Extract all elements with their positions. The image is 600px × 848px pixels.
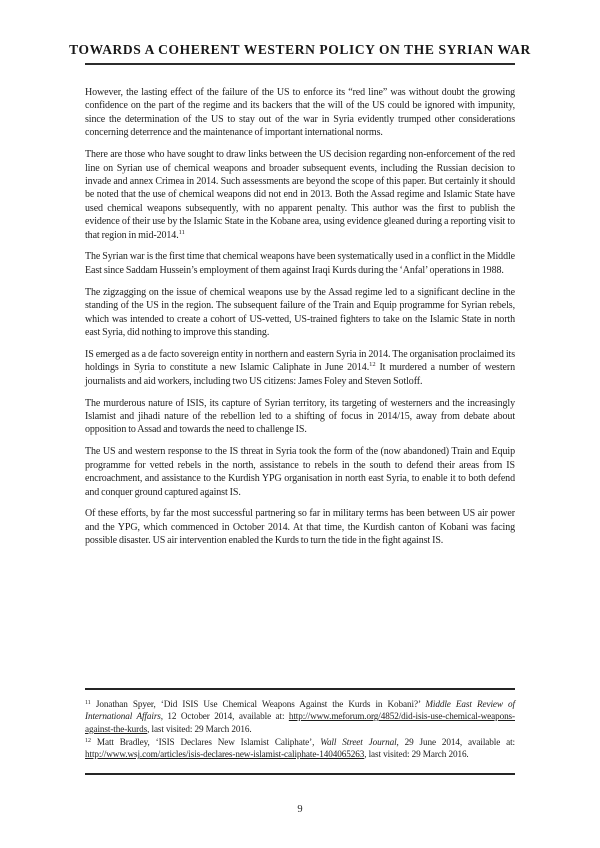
text-run: Of these efforts, by far the most successful partnering so far in military terms has been between US air power and the YPG, which commenced in October 2014. At that time, the Kurdish canton of Kobani was facing possible disaster. US air intervention enabled the Kurds to turn the tide in the fight against IS. (85, 508, 515, 547)
text-run: Jonathan Spyer, ‘Did ISIS Use Chemical Weapons Against the Kurds in Kobani?’ (90, 698, 426, 709)
footnotes (85, 698, 515, 762)
footnote-url-link[interactable]: http://www.wsj.com/articles/isis-declares-new-islamist-caliphate-1404065263 (85, 749, 365, 760)
text-run: The murderous nature of ISIS, its capture of Syrian territory, its targeting of westerners and the increasingly Islamist and jihadi nature of the rebellion led to a shifting of focus in 2014/15, away from debate about opposition to Assad and towards the need to challenge IS. (85, 397, 515, 436)
footnote (85, 698, 515, 736)
footnote-marker: 12 (369, 361, 376, 369)
paragraph (85, 148, 515, 242)
text-run: , last visited: 29 March 2016. (364, 749, 469, 760)
paragraph (85, 286, 515, 340)
footnote-marker: 11 (85, 699, 91, 706)
paragraph (85, 86, 515, 140)
text-run: , 12 October 2014, available at: (160, 711, 289, 722)
paragraph (85, 507, 515, 547)
text-run: Matt Bradley, ‘ISIS Declares New Islamist Caliphate’, (91, 736, 321, 747)
paragraph (85, 445, 515, 499)
text-run: The US and western response to the IS threat in Syria took the form of the (now abandoned) Train and Equip programme for vetted rebels in the north, assistance to rebels in the south to defend their areas from IS encroachment, and assistance to the Kurdish YPG organisation in north east Syria, to enable it to both defend and conquer ground captured against IS. (85, 446, 515, 498)
paragraph (85, 397, 515, 437)
text-run: The Syrian war is the first time that chemical weapons have been systematically used in a conflict in the Middle East since Saddam Hussein’s employment of them against Iraqi Kurds during the ‘Anfal’ operations in 1988. (85, 251, 515, 276)
document-header (0, 0, 600, 65)
page-title: TOWARDS A COHERENT WESTERN POLICY ON THE SYRIAN WAR (69, 42, 531, 57)
page-number: 9 (297, 804, 303, 815)
title-rule (85, 63, 515, 65)
text-run: It murdered a number of western journalists and aid workers, including two US citizens: James Foley and Steven Sotloff. (85, 362, 515, 387)
footnote (85, 736, 515, 761)
footnote-separator-rule (85, 688, 515, 690)
text-run: , last visited: 29 March 2016. (147, 723, 252, 734)
footnote-region (85, 688, 515, 775)
text-run: However, the lasting effect of the failure of the US to enforce its “red line” was without doubt the growing confidence on the part of the regime and its backers that the will of the US could be ignored with impunity, since the determination of the US to stay out of the war in Syria evidently trumped other considerations concerning deterrence and the maintenance of important international norms. (85, 87, 515, 139)
paragraph (85, 250, 515, 277)
body-text (85, 86, 515, 548)
footnote-marker: 11 (178, 228, 185, 236)
text-run: Wall Street Journal (320, 736, 397, 747)
text-run: The zigzagging on the issue of chemical weapons use by the Assad regime led to a significant decline in the standing of the US in the region. The subsequent failure of the Train and Equip programme for Syrian rebels, which was intended to create a cohort of US-vetted, US-trained fighters to take on the Islamic State in north east Syria, did nothing to improve this standing. (85, 286, 515, 338)
text-run: Middle East Review of International Affairs (85, 698, 515, 722)
paragraph (85, 348, 515, 388)
footnote-url-link[interactable]: http://www.meforum.org/4852/did-isis-use-chemical-weapons-against-the-kurds (85, 711, 515, 734)
text-run: , 29 June 2014, available at: (396, 736, 516, 747)
footer-rule (85, 773, 515, 775)
text-run: There are those who have sought to draw links between the US decision regarding non-enforcement of the red line on Syrian use of chemical weapons and broader subsequent events, including the Russian decision to invade and annex Crimea in 2014. Such assessments are beyond the scope of this paper. But certainly it should be noted that the use of chemical weapons did not end in 2013. Both the Assad regime and Islamic State have used chemical weapons subsequently, with no apparent penalty. This author was the first to publish the evidence of their use by the Islamic State in the Kobane area, using evidence gleaned during a reporting visit to that region in mid-2014. (85, 149, 515, 241)
footnote-marker: 12 (85, 737, 91, 744)
text-run: IS emerged as a de facto sovereign entity in northern and eastern Syria in 2014. The organisation proclaimed its holdings in Syria to constitute a new Islamic Caliphate in June 2014. (85, 348, 515, 374)
